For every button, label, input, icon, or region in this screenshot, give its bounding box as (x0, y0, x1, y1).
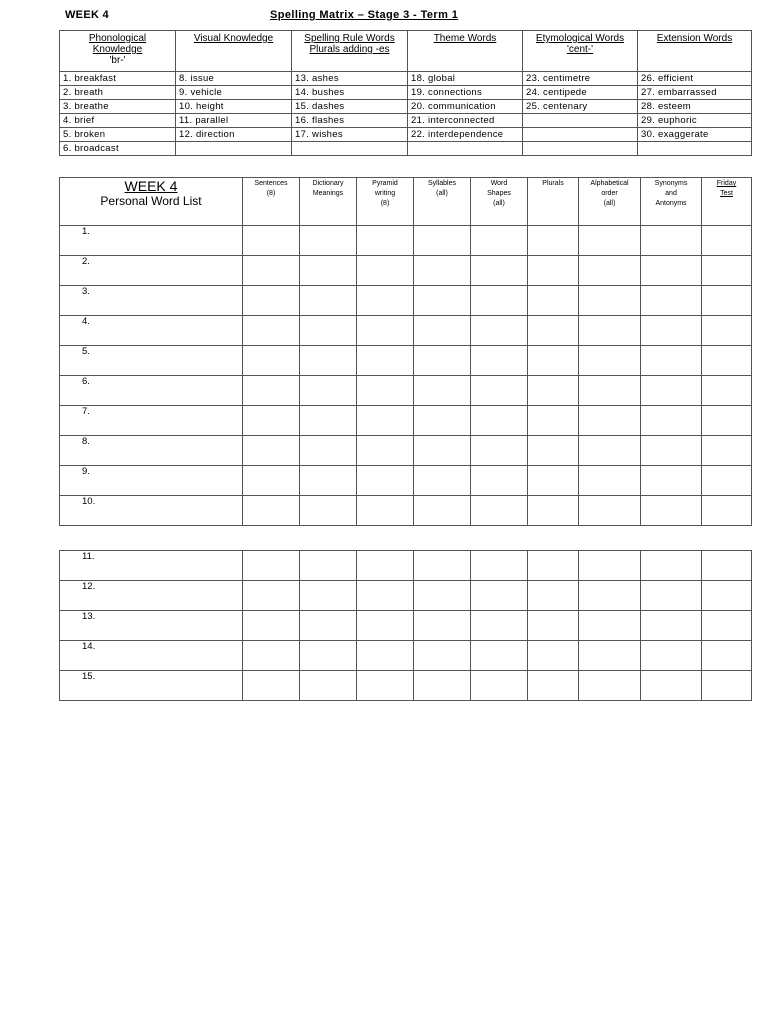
pwl-cell[interactable] (471, 581, 528, 611)
matrix-cell: 14. bushes (292, 86, 408, 100)
matrix-cell: 29. euphoric (638, 114, 752, 128)
matrix-cell: 4. brief (60, 114, 176, 128)
pwl-cell[interactable] (579, 286, 641, 316)
pwl-cell[interactable] (357, 436, 414, 466)
pwl-cell[interactable] (528, 256, 579, 286)
matrix-cell (292, 142, 408, 156)
pwl-cell[interactable] (641, 466, 702, 496)
matrix-cell: 15. dashes (292, 100, 408, 114)
pwl-cell[interactable] (300, 226, 357, 256)
pwl-row (60, 346, 752, 376)
matrix-col-header (523, 31, 638, 72)
matrix-cell: 23. centimetre (523, 72, 638, 86)
week-label: WEEK 4 (65, 9, 109, 21)
matrix-cell: 10. height (176, 100, 292, 114)
pwl-cell[interactable] (579, 641, 641, 671)
col-line: Alphabetical (590, 180, 629, 187)
pwl-cell[interactable] (471, 466, 528, 496)
pwl-cell[interactable] (528, 611, 579, 641)
pwl-row-number[interactable]: 7. (60, 406, 243, 436)
pwl-cell[interactable] (528, 436, 579, 466)
pwl-row (60, 226, 752, 256)
pwl-cell[interactable] (702, 406, 752, 436)
pwl-cell[interactable] (243, 316, 300, 346)
pwl-cell[interactable] (243, 346, 300, 376)
pwl-week: WEEK 4 (124, 178, 178, 194)
col-line: Synonyms (654, 180, 688, 187)
pwl-cell[interactable] (471, 226, 528, 256)
matrix-cell (523, 114, 638, 128)
pwl-cell[interactable] (300, 671, 357, 701)
pwl-cell[interactable] (243, 496, 300, 526)
pwl-row-number[interactable]: 4. (60, 316, 243, 346)
matrix-cell: 17. wishes (292, 128, 408, 142)
pwl-cell[interactable] (579, 406, 641, 436)
pwl-cell[interactable] (579, 316, 641, 346)
pwl-cell[interactable] (471, 256, 528, 286)
col-title: Extension Words (656, 33, 733, 44)
pwl-cell[interactable] (528, 551, 579, 581)
col-line: Word (490, 180, 508, 187)
pwl-cell[interactable] (300, 286, 357, 316)
spelling-matrix-table (59, 30, 752, 156)
matrix-cell: 20. communication (408, 100, 523, 114)
col-title-line2: Plurals adding -es (309, 44, 390, 55)
matrix-row (60, 100, 752, 114)
col-line: Plurals (542, 180, 564, 187)
pwl-cell[interactable] (300, 581, 357, 611)
pwl-row (60, 466, 752, 496)
matrix-cell: 30. exaggerate (638, 128, 752, 142)
pwl-cell[interactable] (579, 551, 641, 581)
matrix-cell: 6. broadcast (60, 142, 176, 156)
col-line: writing (374, 190, 396, 197)
matrix-col-header (408, 31, 523, 72)
pwl-row-number[interactable]: 13. (60, 611, 243, 641)
pwl-cell[interactable] (300, 406, 357, 436)
pwl-col-dictionary (300, 178, 357, 226)
pwl-cell[interactable] (243, 466, 300, 496)
pwl-cell[interactable] (471, 671, 528, 701)
pwl-cell[interactable] (641, 286, 702, 316)
matrix-cell: 16. flashes (292, 114, 408, 128)
pwl-row (60, 671, 752, 701)
matrix-cell: 13. ashes (292, 72, 408, 86)
pwl-cell[interactable] (357, 581, 414, 611)
pwl-cell[interactable] (641, 496, 702, 526)
pwl-cell[interactable] (243, 581, 300, 611)
pwl-cell[interactable] (300, 316, 357, 346)
pwl-cell[interactable] (357, 376, 414, 406)
pwl-cell[interactable] (357, 641, 414, 671)
pwl-cell[interactable] (579, 346, 641, 376)
pwl-col-pyramid (357, 178, 414, 226)
matrix-cell: 25. centenary (523, 100, 638, 114)
pwl-cell[interactable] (471, 406, 528, 436)
col-title-line3: 'br-' (109, 55, 126, 66)
pwl-cell[interactable] (471, 346, 528, 376)
pwl-cell[interactable] (641, 671, 702, 701)
pwl-cell[interactable] (641, 406, 702, 436)
pwl-cell[interactable] (300, 376, 357, 406)
pwl-cell[interactable] (702, 671, 752, 701)
col-line: Dictionary (312, 180, 344, 187)
col-line: Meanings (312, 190, 344, 197)
matrix-cell: 18. global (408, 72, 523, 86)
pwl-row-number[interactable]: 2. (60, 256, 243, 286)
pwl-cell[interactable] (414, 671, 471, 701)
pwl-cell[interactable] (243, 256, 300, 286)
pwl-col-synonyms (641, 178, 702, 226)
pwl-cell[interactable] (528, 286, 579, 316)
pwl-cell[interactable] (300, 436, 357, 466)
pwl-cell[interactable] (702, 316, 752, 346)
pwl-row (60, 551, 752, 581)
matrix-cell (638, 142, 752, 156)
pwl-cell[interactable] (357, 406, 414, 436)
col-line: Shapes (487, 190, 511, 197)
pwl-cell[interactable] (414, 551, 471, 581)
pwl-cell[interactable] (702, 226, 752, 256)
personal-word-list-continued-table (59, 550, 752, 701)
matrix-cell: 22. interdependence (408, 128, 523, 142)
col-title: Phonological (88, 33, 147, 44)
matrix-row (60, 114, 752, 128)
pwl-cell[interactable] (243, 286, 300, 316)
pwl-cell[interactable] (300, 256, 357, 286)
pwl-cell[interactable] (357, 671, 414, 701)
pwl-cell[interactable] (702, 551, 752, 581)
pwl-row (60, 256, 752, 286)
pwl-col-alphabetical (579, 178, 641, 226)
pwl-cell[interactable] (471, 286, 528, 316)
pwl-cell[interactable] (528, 496, 579, 526)
pwl-cell[interactable] (357, 286, 414, 316)
pwl-cell[interactable] (471, 376, 528, 406)
pwl-row-number[interactable]: 9. (60, 466, 243, 496)
pwl-cell[interactable] (357, 316, 414, 346)
pwl-cell[interactable] (641, 641, 702, 671)
matrix-cell: 8. issue (176, 72, 292, 86)
matrix-cell: 27. embarrassed (638, 86, 752, 100)
pwl-cell[interactable] (641, 346, 702, 376)
pwl-row-number[interactable]: 3. (60, 286, 243, 316)
pwl-cell[interactable] (471, 436, 528, 466)
matrix-cell: 9. vehicle (176, 86, 292, 100)
col-line: Syllables (427, 180, 456, 187)
pwl-cell[interactable] (702, 496, 752, 526)
pwl-cell[interactable] (414, 256, 471, 286)
matrix-cell: 12. direction (176, 128, 292, 142)
matrix-cell: 3. breathe (60, 100, 176, 114)
pwl-cell[interactable] (300, 641, 357, 671)
col-title: Theme Words (433, 33, 497, 44)
pwl-cell[interactable] (243, 226, 300, 256)
pwl-cell[interactable] (357, 611, 414, 641)
pwl-cell[interactable] (243, 641, 300, 671)
matrix-cell (408, 142, 523, 156)
pwl-cell[interactable] (702, 466, 752, 496)
pwl-cell[interactable] (300, 496, 357, 526)
pwl-cell[interactable] (243, 611, 300, 641)
matrix-cell (176, 142, 292, 156)
pwl-row-number[interactable]: 12. (60, 581, 243, 611)
pwl-cell[interactable] (300, 466, 357, 496)
pwl-cell[interactable] (702, 611, 752, 641)
matrix-cell (523, 128, 638, 142)
matrix-col-header (176, 31, 292, 72)
pwl-cell[interactable] (357, 551, 414, 581)
pwl-cell[interactable] (414, 581, 471, 611)
pwl-cell[interactable] (414, 226, 471, 256)
pwl-row-number[interactable]: 14. (60, 641, 243, 671)
pwl-cell[interactable] (579, 436, 641, 466)
pwl-row (60, 316, 752, 346)
pwl-row-number[interactable]: 11. (60, 551, 243, 581)
col-line: Sentences (254, 180, 288, 187)
col-line: (8) (266, 190, 276, 197)
col-line: and (665, 190, 677, 197)
pwl-cell[interactable] (357, 346, 414, 376)
pwl-col-plurals (528, 178, 579, 226)
pwl-cell[interactable] (300, 346, 357, 376)
pwl-cell[interactable] (471, 496, 528, 526)
pwl-col-syllables (414, 178, 471, 226)
pwl-cell[interactable] (528, 406, 579, 436)
pwl-cell[interactable] (528, 316, 579, 346)
pwl-cell[interactable] (357, 256, 414, 286)
col-line: Friday (716, 180, 737, 187)
col-line: Antonyms (655, 200, 687, 207)
pwl-cell[interactable] (414, 436, 471, 466)
col-line: (8) (380, 200, 390, 207)
matrix-row (60, 86, 752, 100)
pwl-cell[interactable] (579, 376, 641, 406)
pwl-row (60, 581, 752, 611)
pwl-cell[interactable] (243, 406, 300, 436)
pwl-cell[interactable] (414, 376, 471, 406)
pwl-cell[interactable] (528, 641, 579, 671)
personal-word-list-table (59, 177, 752, 526)
pwl-cell[interactable] (702, 256, 752, 286)
pwl-cell[interactable] (300, 611, 357, 641)
pwl-cell[interactable] (471, 641, 528, 671)
pwl-cell[interactable] (528, 376, 579, 406)
col-title-line2: 'cent-' (566, 44, 594, 55)
col-line: (all) (493, 200, 505, 207)
matrix-row (60, 72, 752, 86)
pwl-header-row (60, 178, 752, 226)
matrix-col-header (292, 31, 408, 72)
pwl-row-number[interactable]: 6. (60, 376, 243, 406)
pwl-cell[interactable] (528, 466, 579, 496)
pwl-cell[interactable] (528, 346, 579, 376)
pwl-cell[interactable] (702, 286, 752, 316)
pwl-cell[interactable] (414, 641, 471, 671)
pwl-cell[interactable] (414, 346, 471, 376)
col-line: (all) (436, 190, 448, 197)
pwl-cell[interactable] (471, 316, 528, 346)
pwl-cell[interactable] (579, 611, 641, 641)
pwl-cell[interactable] (702, 581, 752, 611)
pwl-cell[interactable] (414, 406, 471, 436)
pwl-cell[interactable] (579, 466, 641, 496)
matrix-cell (523, 142, 638, 156)
pwl-cell[interactable] (702, 641, 752, 671)
matrix-cell: 26. efficient (638, 72, 752, 86)
col-line: Pyramid (372, 180, 398, 187)
pwl-cell[interactable] (528, 581, 579, 611)
pwl-col-sentences (243, 178, 300, 226)
matrix-cell: 5. broken (60, 128, 176, 142)
pwl-cell[interactable] (641, 376, 702, 406)
col-title: Visual Knowledge (193, 33, 274, 44)
col-line: (all) (603, 200, 616, 207)
pwl-cell[interactable] (641, 316, 702, 346)
matrix-col-header (60, 31, 176, 72)
pwl-cell[interactable] (414, 466, 471, 496)
pwl-cell[interactable] (641, 436, 702, 466)
matrix-cell: 1. breakfast (60, 72, 176, 86)
pwl-subtitle: Personal Word List (100, 194, 202, 208)
pwl-row (60, 611, 752, 641)
pwl-cell[interactable] (414, 286, 471, 316)
pwl-cell[interactable] (641, 581, 702, 611)
pwl-row (60, 496, 752, 526)
pwl-cell[interactable] (579, 496, 641, 526)
matrix-row (60, 142, 752, 156)
pwl-row-number[interactable]: 15. (60, 671, 243, 701)
pwl-cell[interactable] (471, 551, 528, 581)
pwl-cell[interactable] (641, 551, 702, 581)
pwl-cell[interactable] (414, 611, 471, 641)
pwl-row (60, 436, 752, 466)
pwl-cell[interactable] (579, 226, 641, 256)
pwl-cell[interactable] (528, 671, 579, 701)
pwl-row-number[interactable]: 8. (60, 436, 243, 466)
pwl-row (60, 406, 752, 436)
matrix-cell: 19. connections (408, 86, 523, 100)
col-title-line2: Knowledge (92, 44, 143, 55)
matrix-col-header (638, 31, 752, 72)
pwl-cell[interactable] (300, 551, 357, 581)
pwl-cell[interactable] (702, 376, 752, 406)
pwl-cell[interactable] (414, 496, 471, 526)
pwl-cell[interactable] (357, 496, 414, 526)
matrix-cell: 2. breath (60, 86, 176, 100)
pwl-row (60, 286, 752, 316)
pwl-cell[interactable] (528, 226, 579, 256)
matrix-row (60, 128, 752, 142)
pwl-cell[interactable] (641, 611, 702, 641)
pwl-cell[interactable] (579, 256, 641, 286)
pwl-cell[interactable] (243, 376, 300, 406)
pwl-cell[interactable] (243, 436, 300, 466)
matrix-header-row (60, 31, 752, 72)
pwl-cell[interactable] (357, 466, 414, 496)
pwl-cell[interactable] (243, 671, 300, 701)
pwl-row (60, 641, 752, 671)
pwl-col-friday-test (702, 178, 752, 226)
pwl-title-cell (60, 178, 243, 226)
pwl-row-number[interactable]: 5. (60, 346, 243, 376)
pwl-cell[interactable] (243, 551, 300, 581)
pwl-cell[interactable] (579, 581, 641, 611)
matrix-cell: 28. esteem (638, 100, 752, 114)
pwl-col-word-shapes (471, 178, 528, 226)
pwl-cell[interactable] (702, 346, 752, 376)
matrix-cell: 21. interconnected (408, 114, 523, 128)
col-line: order (601, 190, 618, 197)
matrix-cell: 11. parallel (176, 114, 292, 128)
pwl-cell[interactable] (702, 436, 752, 466)
col-title: Etymological Words (535, 33, 625, 44)
col-title: Spelling Rule Words (304, 33, 395, 44)
pwl-cell[interactable] (414, 316, 471, 346)
document-title: Spelling Matrix – Stage 3 - Term 1 (270, 9, 459, 21)
matrix-cell: 24. centipede (523, 86, 638, 100)
pwl-cell[interactable] (579, 671, 641, 701)
pwl-row (60, 376, 752, 406)
pwl-cell[interactable] (357, 226, 414, 256)
col-line: Test (720, 190, 733, 197)
pwl-cell[interactable] (641, 226, 702, 256)
pwl-cell[interactable] (641, 256, 702, 286)
pwl-row-number[interactable]: 1. (60, 226, 243, 256)
pwl-row-number[interactable]: 10. (60, 496, 243, 526)
pwl-cell[interactable] (471, 611, 528, 641)
